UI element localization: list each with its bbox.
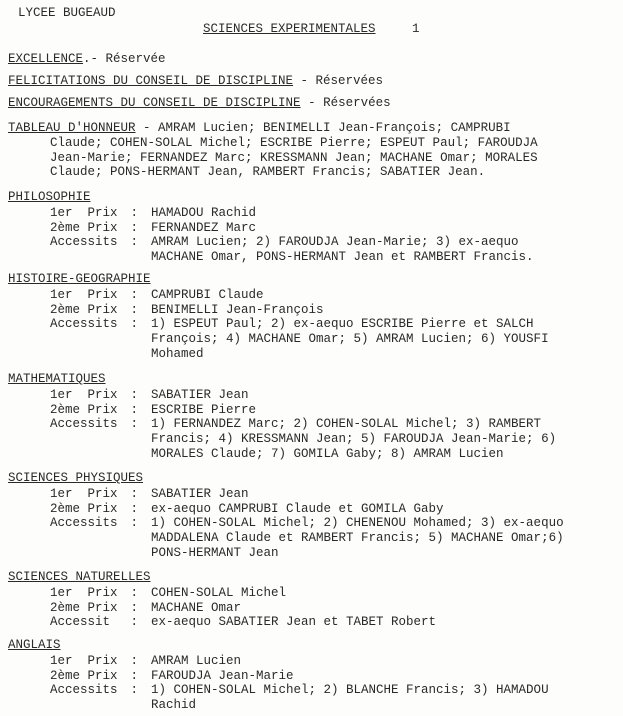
tableau-line [8,121,511,136]
prize-row [50,388,138,403]
prize-label: 2ème Prix [50,600,118,615]
prize-row [50,683,138,698]
prize-row [50,403,138,418]
separator: : [123,317,139,332]
prize-row [50,502,138,517]
separator: : [123,486,139,501]
prize-value: 1) COHEN-SOLAL Michel; 2) BLANCHE Francis; 3) HAMADOU [151,683,549,698]
prize-label: 2ème Prix [50,220,118,235]
prize-value: SABATIER Jean [151,387,249,402]
prize-label: 1er Prix [50,585,118,600]
separator: : [123,417,139,432]
prize-label: 1er Prix [50,486,118,501]
tableau-continuation: Claude; PONS-HERMANT Jean, RAMBERT Francis; SABATIER Jean. [50,165,486,180]
prize-value: MACHANE Omar [151,600,242,615]
tableau-continuation: Claude; COHEN-SOLAL Michel; ESCRIBE Pierre; ESPEUT Paul; FAROUDJA [50,135,538,150]
separator: : [123,600,139,615]
prize-row [50,669,138,684]
section-title: SCIENCES PHYSIQUES [8,471,144,485]
separator: : [123,683,139,698]
prize-value: 1) ESPEUT Paul; 2) ex-aequo ESCRIBE Pierre et SALCH [151,317,534,332]
prize-value: SABATIER Jean [151,486,249,501]
tableau-continuation: Jean-Marie; FERNANDEZ Marc; KRESSMANN Jean; MACHANE Omar; MORALES [50,150,538,165]
prize-value: ex-aequo SABATIER Jean et TABET Robert [151,615,437,630]
prize-row [50,235,138,250]
prize-row [50,317,138,332]
prize-value-continuation: Mohamed [151,347,204,361]
separator: : [123,220,139,235]
honor-text: - Réservées [293,74,384,88]
prize-value: AMRAM Lucien; 2) FAROUDJA Jean-Marie; 3) ex-aequo [151,235,519,250]
honor-line [8,52,166,67]
prize-row [50,417,138,432]
prize-label: Accessit [50,615,111,630]
separator: : [123,387,139,402]
prize-value-continuation: PONS-HERMANT Jean [151,546,279,560]
honor-line [8,96,391,111]
prize-row [50,221,138,236]
prize-label: Accessits [50,516,118,531]
prize-value: AMRAM Lucien [151,653,242,668]
prize-value: 1) COHEN-SOLAL Michel; 2) CHENENOU Mohamed; 3) ex-aequo [151,516,564,531]
honor-label: ENCOURAGEMENTS DU CONSEIL DE DISCIPLINE [8,96,301,110]
tableau-text: - AMRAM Lucien; BENIMELLI Jean-François; CAMPRUBI [135,121,511,135]
prize-value: HAMADOU Rachid [151,205,257,220]
page-mark: 1 [412,22,420,36]
prize-label: 1er Prix [50,653,118,668]
separator: : [123,287,139,302]
separator: : [123,653,139,668]
tableau-label: TABLEAU D'HONNEUR [8,121,136,135]
prize-label: Accessits [50,235,118,250]
prize-value: ex-aequo CAMPRUBI Claude et GOMILA Gaby [151,501,444,516]
prize-value: BENIMELLI Jean-François [151,302,324,317]
prize-value: FAROUDJA Jean-Marie [151,668,294,683]
document-title: SCIENCES EXPERIMENTALES [203,22,376,36]
separator: : [123,585,139,600]
prize-value-continuation: MORALES Claude; 7) GOMILA Gaby; 8) AMRAM Lucien [151,447,504,461]
separator: : [123,501,139,516]
prize-value: ESCRIBE Pierre [151,402,257,417]
section-title: PHILOSOPHIE [8,190,91,204]
prize-label: Accessits [50,317,118,332]
prize-value: CAMPRUBI Claude [151,287,264,302]
separator: : [123,615,139,630]
prize-value-continuation: Rachid [151,698,197,713]
prize-value: COHEN-SOLAL Michel [151,585,287,600]
section-title: MATHEMATIQUES [8,372,106,386]
separator: : [123,205,139,220]
honor-text: - Réservées [300,96,391,110]
prize-label: 1er Prix [50,287,118,302]
separator: : [123,402,139,417]
prize-label: 2ème Prix [50,501,118,516]
prize-label: Accessits [50,683,118,698]
section-title: HISTOIRE-GEOGRAPHIE [8,272,151,286]
prize-label: 2ème Prix [50,302,118,317]
school-name: LYCEE BUGEAUD [18,6,116,20]
prize-row [50,654,138,669]
prize-row [50,601,138,616]
honor-line [8,74,383,89]
prize-row [50,487,138,502]
prize-label: 1er Prix [50,205,118,220]
prize-value-continuation: MACHANE Omar, PONS-HERMANT Jean et RAMBERT Francis. [151,250,534,265]
prize-label: 1er Prix [50,387,118,402]
prize-value-continuation: François; 4) MACHANE Omar; 5) AMRAM Lucien; 6) YOUSFI [151,332,549,347]
prize-label: 2ème Prix [50,402,118,417]
prize-label: 2ème Prix [50,668,118,683]
section-title: SCIENCES NATURELLES [8,570,151,584]
prize-value: FERNANDEZ Marc [151,220,257,235]
honor-text: .- Réservée [83,52,166,66]
separator: : [123,235,139,250]
prize-row [50,303,138,318]
section-title: ANGLAIS [8,638,61,652]
prize-label: Accessits [50,417,118,432]
prize-row [50,586,138,601]
separator: : [123,668,139,683]
prize-row [50,288,138,303]
separator: : [123,516,139,531]
prize-value: 1) FERNANDEZ Marc; 2) COHEN-SOLAL Michel; 3) RAMBERT [151,417,542,432]
prize-row [50,615,138,630]
separator: : [123,302,139,317]
prize-value-continuation: Francis; 4) KRESSMANN Jean; 5) FAROUDJA Jean-Marie; 6) [151,432,557,447]
honor-label: FELICITATIONS DU CONSEIL DE DISCIPLINE [8,74,294,88]
prize-value-continuation: MADDALENA Claude et RAMBERT Francis; 5) MACHANE Omar;6) [151,531,564,546]
prize-row [50,206,138,221]
honor-label: EXCELLENCE [8,52,84,66]
prize-row [50,516,138,531]
